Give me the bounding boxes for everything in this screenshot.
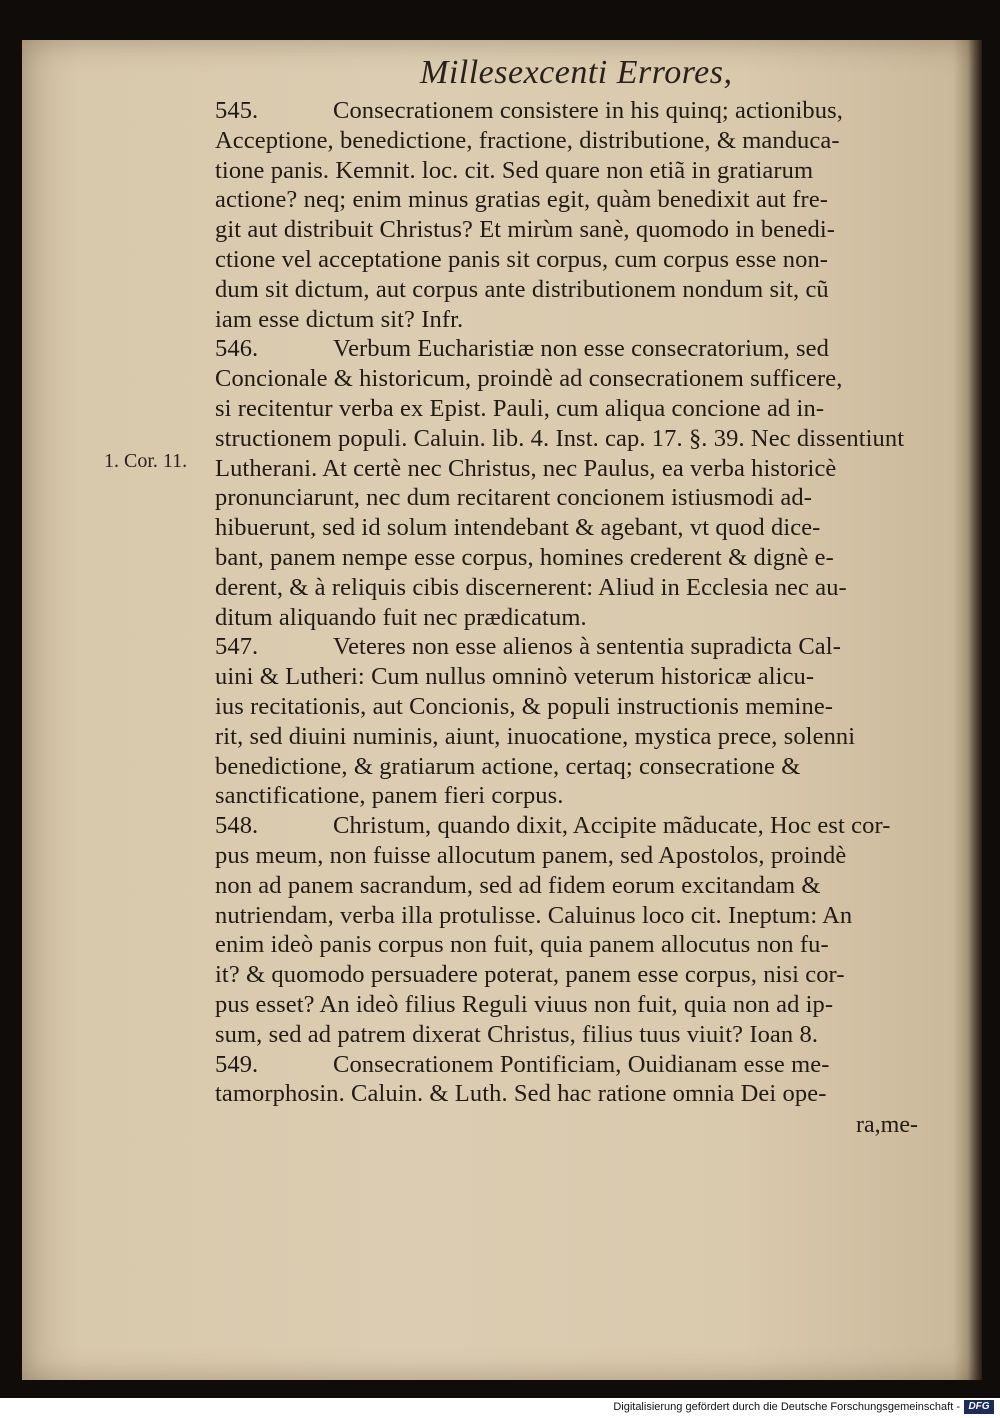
text-line bbox=[215, 871, 935, 901]
text-line bbox=[215, 1050, 935, 1080]
text-line bbox=[215, 483, 935, 513]
text-line bbox=[215, 126, 935, 156]
text-line bbox=[215, 185, 935, 215]
text-line bbox=[215, 603, 935, 633]
text-line bbox=[215, 692, 935, 722]
line-text: pus esset? An ideò filius Reguli viuus non fuit, quia non ad ip- bbox=[215, 990, 834, 1018]
line-text: Concionale & historicum, proindè ad consecrationem sufficere, bbox=[215, 365, 843, 393]
paragraph-number: 549. bbox=[215, 1050, 259, 1078]
line-text: nutriendam, verba illa protulisse. Caluinus loco cit. Ineptum: An bbox=[215, 901, 853, 929]
line-text: structionem populi. Caluin. lib. 4. Inst. cap. 17. §. 39. Nec dissentiunt bbox=[215, 424, 905, 452]
paragraph-number: 546. bbox=[215, 335, 259, 363]
line-text: Veteres non esse alienos à sententia supradicta Cal- bbox=[333, 633, 841, 661]
text-line bbox=[215, 960, 935, 990]
line-text: Christum, quando dixit, Accipite mãducate, Hoc est cor- bbox=[333, 812, 891, 840]
line-text: pronunciarunt, nec dum recitarent concionem istiusmodi ad- bbox=[215, 484, 813, 512]
line-text: sanctificatione, panem fieri corpus. bbox=[215, 782, 564, 810]
text-line bbox=[215, 215, 935, 245]
text-line bbox=[215, 245, 935, 275]
text-line bbox=[215, 1079, 935, 1109]
running-head: Millesexcenti Errores, bbox=[420, 54, 733, 91]
paragraph-number: 547. bbox=[215, 633, 259, 661]
line-text: hibuerunt, sed id solum intendebant & agebant, vt quod dice- bbox=[215, 514, 821, 542]
text-line bbox=[215, 811, 935, 841]
catchword: ra,me- bbox=[856, 1112, 918, 1138]
text-line bbox=[215, 156, 935, 186]
line-text: dum sit dictum, aut corpus ante distributionem nondum sit, cũ bbox=[215, 275, 829, 303]
line-text: ius recitationis, aut Concionis, & populi instructionis memine- bbox=[215, 692, 834, 720]
text-line bbox=[215, 513, 935, 543]
text-line bbox=[215, 930, 935, 960]
line-text: actione? neq; enim minus gratias egit, quàm benedixit aut fre- bbox=[215, 186, 829, 214]
body-text bbox=[215, 96, 935, 1109]
footer-credit: Digitalisierung gefördert durch die Deutsche Forschungsgemeinschaft - bbox=[613, 1401, 960, 1413]
line-text: iam esse dictum sit? Infr. bbox=[215, 305, 464, 333]
page-edge-shadow bbox=[968, 40, 982, 1380]
line-text: it? & quomodo persuadere poterat, panem esse corpus, nisi cor- bbox=[215, 961, 845, 989]
line-text: ctione vel acceptatione panis sit corpus, cum corpus esse non- bbox=[215, 245, 829, 273]
line-text: non ad panem sacrandum, sed ad fidem eorum excitandam & bbox=[215, 871, 821, 899]
text-line bbox=[215, 841, 935, 871]
line-text: Consecrationem Pontificiam, Ouidianam esse me- bbox=[333, 1050, 830, 1078]
line-text: rit, sed diuini numinis, aiunt, inuocatione, mystica prece, solenni bbox=[215, 722, 856, 750]
text-line bbox=[215, 990, 935, 1020]
text-line bbox=[215, 1020, 935, 1050]
text-line bbox=[215, 454, 935, 484]
text-line bbox=[215, 394, 935, 424]
line-text: sum, sed ad patrem dixerat Christus, filius tuus viuit? Ioan 8. bbox=[215, 1020, 819, 1048]
text-line bbox=[215, 364, 935, 394]
text-line bbox=[215, 275, 935, 305]
text-line bbox=[215, 573, 935, 603]
line-text: tione panis. Kemnit. loc. cit. Sed quare non etiã in gratiarum bbox=[215, 156, 814, 184]
line-text: Consecrationem consistere in his quinq; actionibus, bbox=[333, 97, 843, 124]
text-line bbox=[215, 722, 935, 752]
line-text: derent, & à reliquis cibis discernerent: Aliud in Ecclesia nec au- bbox=[215, 573, 847, 601]
line-text: Lutherani. At certè nec Christus, nec Paulus, ea verba historicè bbox=[215, 454, 837, 482]
text-line bbox=[215, 543, 935, 573]
text-line bbox=[215, 632, 935, 662]
line-text: enim ideò panis corpus non fuit, quia panem allocutus non fu- bbox=[215, 931, 829, 959]
text-line bbox=[215, 781, 935, 811]
line-text: ditum aliquando fuit nec prædicatum. bbox=[215, 603, 587, 631]
line-text: Verbum Eucharistiæ non esse consecratorium, sed bbox=[333, 335, 829, 363]
text-line bbox=[215, 752, 935, 782]
paragraph-number: 548. bbox=[215, 812, 259, 840]
line-text: uini & Lutheri: Cum nullus omninò veterum historicæ alicu- bbox=[215, 663, 815, 691]
text-line bbox=[215, 305, 935, 335]
text-line bbox=[215, 901, 935, 931]
line-text: si recitentur verba ex Epist. Pauli, cum aliqua concione ad in- bbox=[215, 394, 825, 422]
line-text: bant, panem nempe esse corpus, homines crederent & dignè e- bbox=[215, 543, 834, 571]
line-text: pus meum, non fuisse allocutum panem, sed Apostolos, proindè bbox=[215, 841, 847, 869]
paragraph-number: 545. bbox=[215, 97, 259, 124]
text-line bbox=[215, 334, 935, 364]
line-text: Acceptione, benedictione, fractione, distributione, & manduca- bbox=[215, 126, 840, 154]
margin-note: 1. Cor. 11. bbox=[104, 450, 188, 472]
line-text: tamorphosin. Caluin. & Luth. Sed hac ratione omnia Dei ope- bbox=[215, 1080, 827, 1108]
text-line bbox=[215, 96, 935, 126]
line-text: git aut distribuit Christus? Et mirùm sanè, quomodo in benedi- bbox=[215, 216, 835, 244]
line-text: benedictione, & gratiarum actione, certaq; consecratione & bbox=[215, 752, 801, 780]
text-line bbox=[215, 662, 935, 692]
text-line bbox=[215, 424, 935, 454]
dfg-logo-icon: DFG bbox=[964, 1400, 994, 1414]
